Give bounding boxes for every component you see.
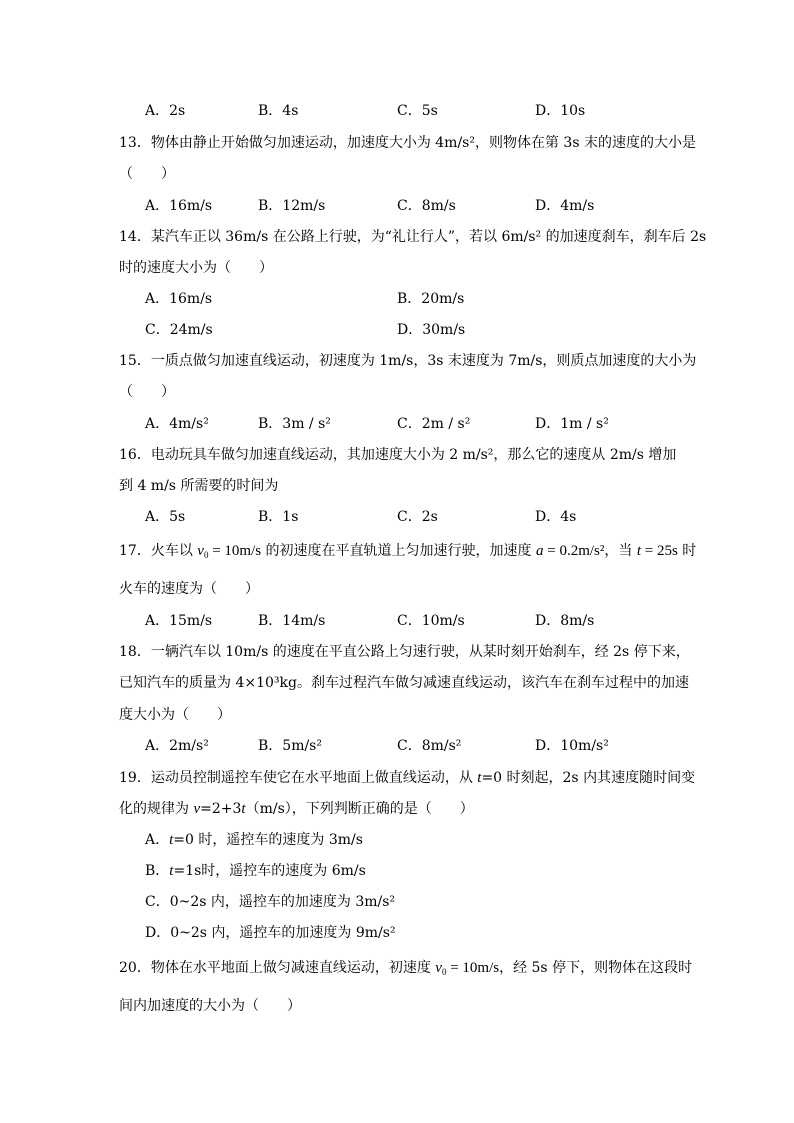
option-b: B．5m/s² [258, 738, 322, 754]
option-b: B．14m/s [258, 613, 326, 629]
question-18-stem-line-2: 已知汽车的质量为 4×10³kg。刹车过程汽车做匀减速直线运动，该汽车在刹车过程中的加速 [119, 675, 689, 691]
math-variable-t: t [241, 801, 246, 817]
option-b: B．20m/s [397, 291, 465, 307]
option-text: B． [145, 863, 170, 879]
question-19-stem-line-2 [119, 799, 474, 819]
option-c: C．0~2s 内，遥控车的加速度为 3m/s² [145, 894, 396, 910]
option-b [145, 861, 366, 881]
question-14-stem-line-2: 时的速度大小为（ ） [119, 260, 273, 276]
question-20-stem-line-1 [119, 958, 692, 978]
stem-text: =2+3 [200, 801, 242, 817]
question-15-stem-line-2: （ ） [119, 384, 175, 400]
option-text: A． [145, 832, 170, 848]
option-a: A．2s [145, 103, 186, 119]
option-a: A．5s [145, 509, 186, 525]
question-20-stem-line-2: 间内加速度的大小为（ ） [119, 998, 301, 1014]
stem-text: （m/s），下列判断正确的是（ ） [245, 801, 474, 817]
math-value: = 0.2m/s² [543, 543, 605, 559]
option-c: C．8m/s² [397, 738, 462, 754]
question-19-stem-line-1 [119, 768, 695, 788]
stem-text: 化的规律为 [119, 801, 194, 817]
option-c: C．24m/s [145, 322, 213, 338]
option-d: D．10s [535, 103, 586, 119]
math-value: = 25s [641, 543, 678, 559]
option-b: B．1s [258, 509, 299, 525]
question-18-stem-line-3: 度大小为（ ） [119, 707, 231, 723]
option-d: D．1m / s² [535, 416, 609, 432]
stem-text: 时 [677, 543, 697, 559]
option-d: D．4s [535, 509, 577, 525]
math-variable-t: t [169, 832, 174, 848]
math-subscript: 0 [203, 550, 209, 560]
option-a: A．16m/s [145, 198, 213, 214]
math-variable-v: v [197, 543, 204, 559]
math-subscript: 0 [441, 967, 447, 977]
stem-text: 19．运动员控制遥控车使它在水平地面上做直线运动，从 [119, 770, 478, 786]
stem-text: 20．物体在水平地面上做匀减速直线运动，初速度 [119, 960, 436, 976]
stem-text: ，当 [604, 543, 637, 559]
option-a: A．16m/s [145, 291, 213, 307]
math-variable-t: t [636, 543, 641, 559]
option-a: A．2m/s² [145, 738, 209, 754]
stem-text: 17．火车以 [119, 543, 198, 559]
option-c: C．2s [397, 509, 438, 525]
option-c: C．2m / s² [397, 416, 471, 432]
stem-text: ，经 5s 停下，则物体在这段时 [499, 960, 693, 976]
option-d: D．4m/s [535, 198, 595, 214]
option-text: =1s时，遥控车的速度为 6m/s [173, 863, 366, 879]
stem-text: =0 时刻起，2s 内其速度随时间变 [481, 770, 696, 786]
option-a: A．4m/s² [145, 416, 209, 432]
option-c: C．10m/s [397, 613, 465, 629]
math-value: = 10m/s [446, 960, 500, 976]
option-d: D．0~2s 内，遥控车的加速度为 9m/s² [145, 925, 396, 941]
option-d: D．30m/s [397, 322, 466, 338]
question-14-stem-line-1: 14．某汽车正以 36m/s 在公路上行驶，为“礼让行人”，若以 6m/s² 的加速度刹车，刹车后 2s [119, 229, 707, 245]
option-c: C．8m/s [397, 198, 456, 214]
question-17-stem-line-1 [119, 541, 696, 561]
math-variable-t: t [169, 863, 174, 879]
option-b: B．4s [258, 103, 299, 119]
math-variable-v: v [435, 960, 442, 976]
stem-text: 的初速度在平直轨道上匀加速行驶，加速度 [261, 543, 536, 559]
question-15-stem-line-1: 15．一质点做匀加速直线运动，初速度为 1m/s，3s 末速度为 7m/s，则质点加速度的大小为 [119, 353, 697, 369]
option-d: D．10m/s² [535, 738, 609, 754]
question-16-stem-line-1: 16．电动玩具车做匀加速直线运动，其加速度大小为 2 m/s²，那么它的速度从 2m/s 增加 [119, 447, 677, 463]
option-c: C．5s [397, 103, 438, 119]
question-13-stem-line-2: （ ） [119, 166, 175, 182]
option-b: B．3m / s² [258, 416, 331, 432]
math-variable-t: t [477, 770, 482, 786]
question-18-stem-line-1: 18．一辆汽车以 10m/s 的速度在平直公路上匀速行驶，从某时刻开始刹车，经 2s 停下来， [119, 644, 690, 660]
math-variable-v: v [193, 801, 201, 817]
option-text: =0 时，遥控车的速度为 3m/s [173, 832, 363, 848]
question-16-stem-line-2: 到 4 m/s 所需要的时间为 [119, 478, 279, 494]
option-a: A．15m/s [145, 613, 213, 629]
option-b: B．12m/s [258, 198, 326, 214]
question-17-stem-line-2: 火车的速度为（ ） [119, 581, 259, 597]
option-a [145, 830, 363, 850]
math-variable-a: a [535, 543, 544, 559]
question-13-stem-line-1: 13．物体由静止开始做匀加速运动，加速度大小为 4m/s²，则物体在第 3s 末的速度的大小是 [119, 135, 696, 151]
option-d: D．8m/s [535, 613, 595, 629]
math-value: = 10m/s [208, 543, 262, 559]
